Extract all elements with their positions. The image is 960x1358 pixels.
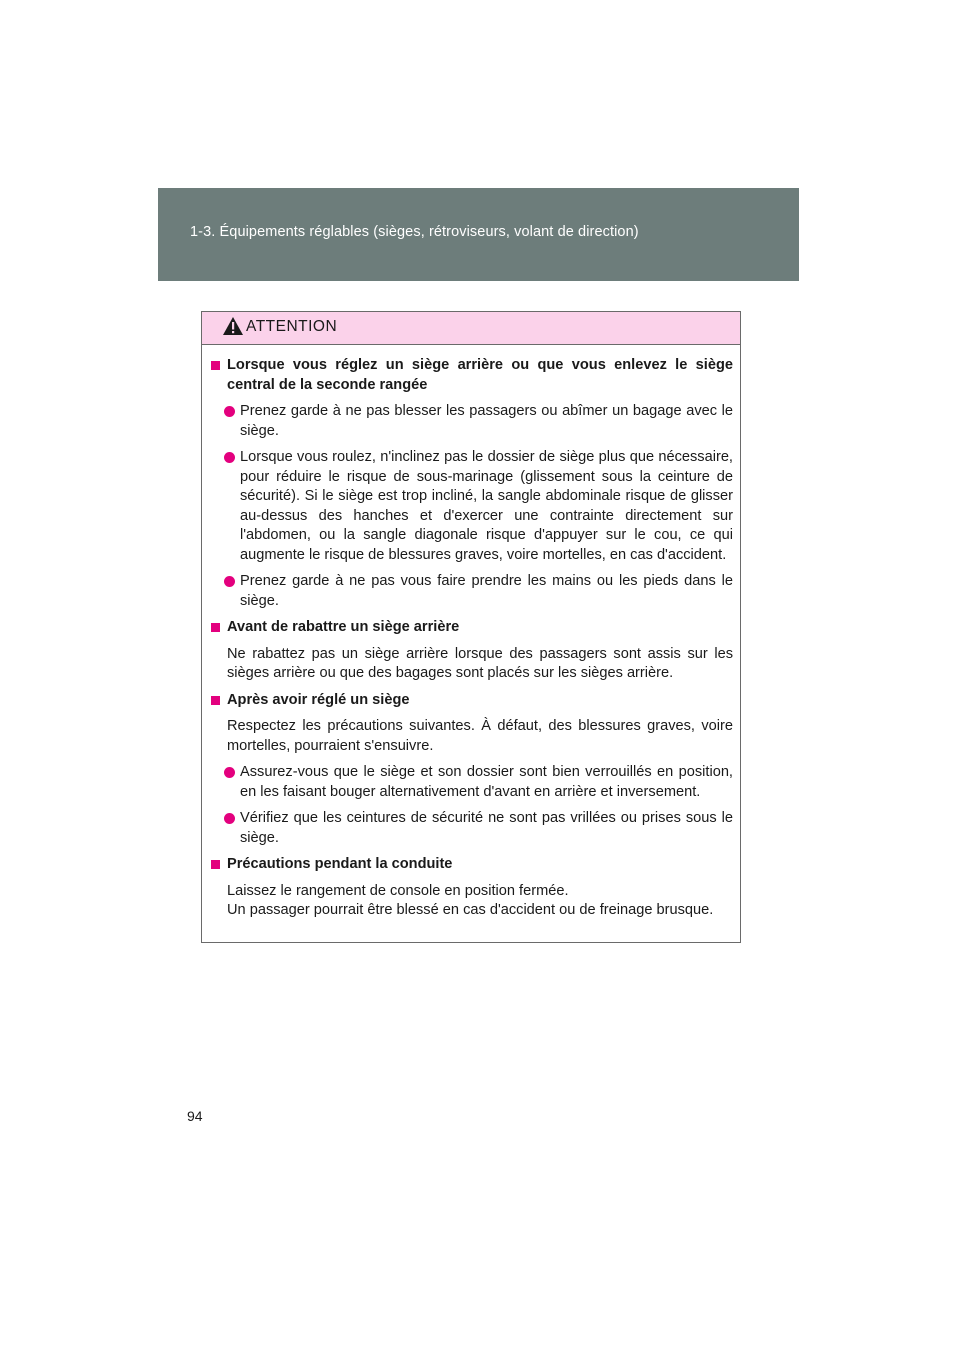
- circle-bullet-icon: [224, 452, 235, 463]
- attention-header: [202, 312, 740, 345]
- list-item: Lorsque vous roulez, n'inclinez pas le dossier de siège plus que nécessaire, pour réduire le risque de sous-marinage (glissement sous la ceinture de sécurité). Si le siège est trop incliné, la sangle abdominale risque de glisser au-dessus des hanches et d'exercer une contrainte directement sur l'abdomen, ou la sangle diagonale risque d'appuyer sur le cou, ce qui augmente le risque de blessures graves, voire mortelles, en cas d'accident.: [209, 448, 733, 565]
- circle-bullet-icon: [224, 767, 235, 778]
- attention-title: ATTENTION: [246, 318, 338, 335]
- square-bullet-icon: [211, 361, 220, 370]
- page-number: 94: [187, 1108, 203, 1124]
- section-fold-rear-seat: [209, 618, 733, 684]
- attention-body: [202, 345, 740, 921]
- chapter-title: 1-3. Équipements réglables (sièges, rétroviseurs, volant de direction): [190, 224, 639, 240]
- section-rear-seat-adjust: [209, 356, 733, 611]
- section-after-adjust: [209, 691, 733, 849]
- list-item: Vérifiez que les ceintures de sécurité ne sont pas vrillées ou prises sous le siège.: [209, 809, 733, 848]
- square-bullet-icon: [211, 860, 220, 869]
- circle-bullet-icon: [224, 406, 235, 417]
- list-item: Prenez garde à ne pas blesser les passagers ou abîmer un bagage avec le siège.: [209, 402, 733, 441]
- square-bullet-icon: [211, 696, 220, 705]
- section-driving-precautions: [209, 855, 733, 921]
- section-text: [209, 882, 733, 921]
- chapter-header-band: [158, 188, 799, 281]
- section-heading: Précautions pendant la conduite: [209, 855, 733, 875]
- warning-triangle-icon: [222, 316, 244, 336]
- circle-bullet-icon: [224, 576, 235, 587]
- list-item: Assurez-vous que le siège et son dossier sont bien verrouillés en position, en les faisant bouger alternativement d'avant en arrière et inversement.: [209, 763, 733, 802]
- section-text: Respectez les précautions suivantes. À défaut, des blessures graves, voire mortelles, pourraient s'ensuivre.: [227, 718, 733, 754]
- text-line: Un passager pourrait être blessé en cas d'accident ou de freinage brusque.: [227, 902, 714, 918]
- section-heading: Après avoir réglé un siège: [209, 691, 733, 711]
- attention-box: [201, 311, 741, 943]
- section-text: Ne rabattez pas un siège arrière lorsque des passagers sont assis sur les sièges arrière ou que des bagages sont placés sur les sièges arrière.: [227, 645, 733, 681]
- text-line: Laissez le rangement de console en position fermée.: [227, 882, 569, 899]
- circle-bullet-icon: [224, 813, 235, 824]
- list-item: Prenez garde à ne pas vous faire prendre les mains ou les pieds dans le siège.: [209, 572, 733, 611]
- square-bullet-icon: [211, 623, 220, 632]
- section-heading: Lorsque vous réglez un siège arrière ou que vous enlevez le siège central de la seconde rangée: [209, 356, 733, 395]
- section-heading: Avant de rabattre un siège arrière: [209, 618, 733, 638]
